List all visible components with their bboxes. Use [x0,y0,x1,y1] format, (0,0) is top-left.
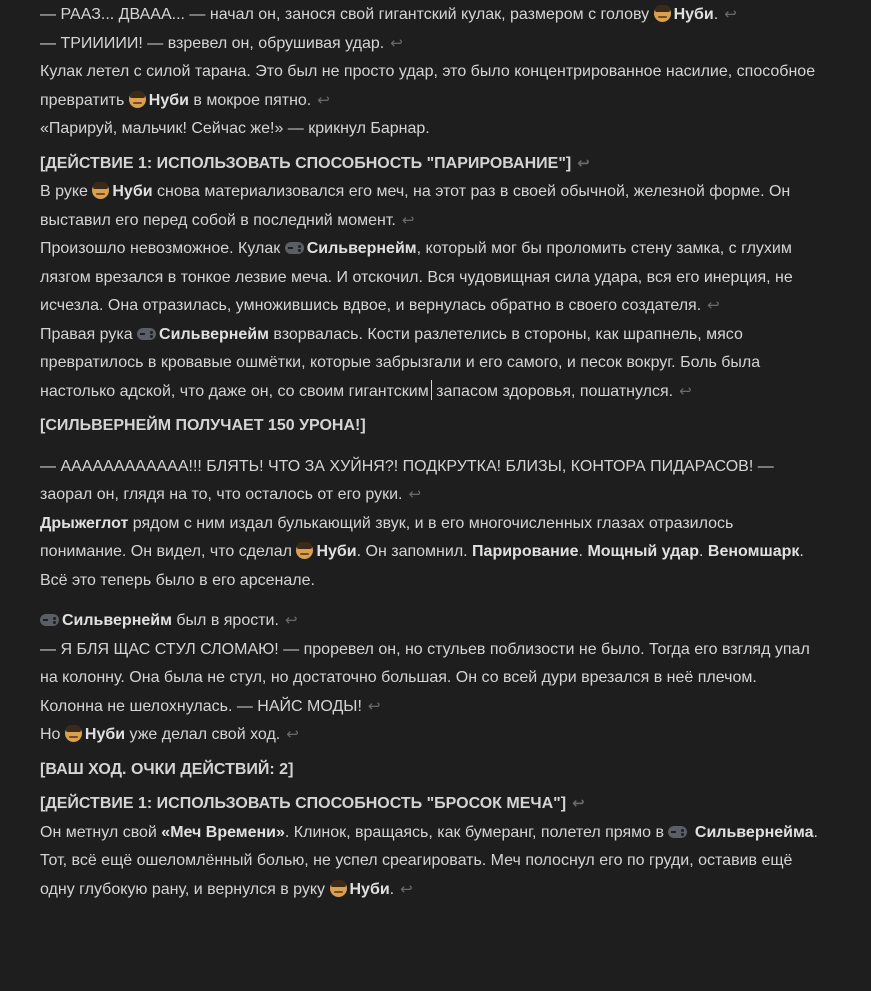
paragraph: В руке Нуби снова материализовался его меч, на этот раз в своей обычной, железной форме. Он выставил его перед собой в последний момент. ↩ [40,183,791,229]
paragraph: — РААЗ... ДВААА... — начал он, занося свой гигантский кулак, размером с голову Нуби. ↩ [40,6,737,23]
paragraph: «Парируй, мальчик! Сейчас же!» — крикнул Барнар. [40,120,430,137]
paragraph: Сильвернейм был в ярости. ↩ [40,607,820,636]
return-icon: ↩ [390,34,403,52]
gamepad-icon [285,242,304,254]
turn-heading: [ВАШ ХОД. ОЧКИ ДЕЙСТВИЙ: 2] [40,760,294,778]
paragraph: Дрыжеглот рядом с ним издал булькающий звук, и в его многочисленных глазах отразилось понимание. Он видел, что сделал Нуби. Он запомнил. Парирование. Мощный удар. Веномшарк. Всё это теперь было в его арсенале. [40,514,804,589]
boy-face-icon [129,91,146,108]
return-icon: ↩ [724,6,737,23]
gamepad-icon [137,328,156,340]
return-icon: ↩ [679,382,692,400]
boy-face-icon [330,880,347,897]
gamepad-icon [40,614,59,626]
name-silvername: Сильвернейм [306,240,417,257]
damage-heading: [СИЛЬВЕРНЕЙМ ПОЛУЧАЕТ 150 УРОНА!] [40,417,366,434]
ability-venomshark: Веномшарк [707,543,800,560]
name-noobie: Нуби [673,6,714,23]
name-noobie: Нуби [316,543,357,560]
ability-power-strike: Мощный удар [587,543,699,560]
boy-face-icon [296,542,313,559]
paragraph: — ТРИИИИИ! — взревел он, обрушивая удар. ↩ [40,34,403,52]
name-silvername: Сильвернейма [694,823,814,841]
return-icon: ↩ [400,880,413,898]
paragraph: Правая рука Сильвернейм взорвалась. Кости разлетелись в стороны, как шрапнель, мясо превратилось в кровавые ошмётки, которые забрызгали и его самого, и песок вокруг. Боль была настолько адской, что даже он, со своим гигантским запасом здоровья, пошатнулся. ↩ [40,325,761,400]
paragraph: Он метнул свой «Меч Времени». Клинок, вращаясь, как бумеранг, полетел прямо в Сильвернейма. Тот, всё ещё ошеломлённый болью, не успел среагировать. Меч полоснул его по груди, оставив ещё одну глубокую рану, и вернулся в руку Нуби. ↩ [40,823,818,898]
name-silvername: Сильвернейм [159,325,269,343]
return-icon: ↩ [317,91,330,109]
return-icon: ↩ [284,612,298,629]
boy-face-icon [654,5,671,22]
paragraph: Но Нуби уже делал свой ход. ↩ [40,726,299,743]
return-icon: ↩ [367,697,381,715]
return-icon: ↩ [286,726,299,743]
boy-face-icon [65,725,82,742]
name-dryzheglot: Дрыжеглот [40,514,129,532]
paragraph: Кулак летел с силой тарана. Это был не просто удар, это было концентрированное насилие, способное превратить Нуби в мокрое пятно. ↩ [40,63,816,109]
paragraph: — Я БЛЯ ЩАС СТУЛ СЛОМАЮ! — проревел он, но стульев поблизости не было. Тогда его взгляд упал на колонну. Она была не стул, но достаточно большая. Он со всей дури врезался в неё плечом. Колонна не шелохнулась. — НАЙС МОДЫ! ↩ [40,640,810,715]
action-heading: [ДЕЙСТВИЕ 1: ИСПОЛЬЗОВАТЬ СПОСОБНОСТЬ "ПАРИРОВАНИЕ"] ↩ [40,154,590,172]
paragraph: — АААААААААААА!!! БЛЯТЬ! ЧТО ЗА ХУЙНЯ?! ПОДКРУТКА! БЛИЗЫ, КОНТОРА ПИДАРАСОВ! — заорал он, глядя на то, что осталось от его руки. ↩ [40,457,774,503]
action-heading: [ДЕЙСТВИЕ 1: ИСПОЛЬЗОВАТЬ СПОСОБНОСТЬ "БРОСОК МЕЧА"] ↩ [40,795,585,812]
boy-face-icon [92,182,109,199]
name-noobie: Нуби [112,183,153,200]
return-icon: ↩ [408,486,422,503]
return-icon: ↩ [707,297,720,314]
ability-parry: Парирование [472,543,579,560]
text-cursor [431,380,432,400]
item-sword-of-time: «Меч Времени» [161,823,285,841]
return-icon: ↩ [572,795,585,812]
return-icon: ↩ [577,154,590,172]
name-noobie: Нуби [84,726,126,743]
name-noobie: Нуби [349,880,390,898]
return-icon: ↩ [401,211,415,229]
gamepad-icon [668,826,687,838]
name-noobie: Нуби [148,91,189,109]
paragraph: Произошло невозможное. Кулак Сильвернейм, который мог бы проломить стену замка, с глухим лязгом врезался в тонкое лезвие меча. И отскочил. Вся чудовищная сила удара, вся его инерция, не исчезла. Она отразилась, умножившись вдвое, и вернулась обратно в своего создателя. ↩ [40,240,793,314]
name-silvername: Сильвернейм [62,612,172,629]
